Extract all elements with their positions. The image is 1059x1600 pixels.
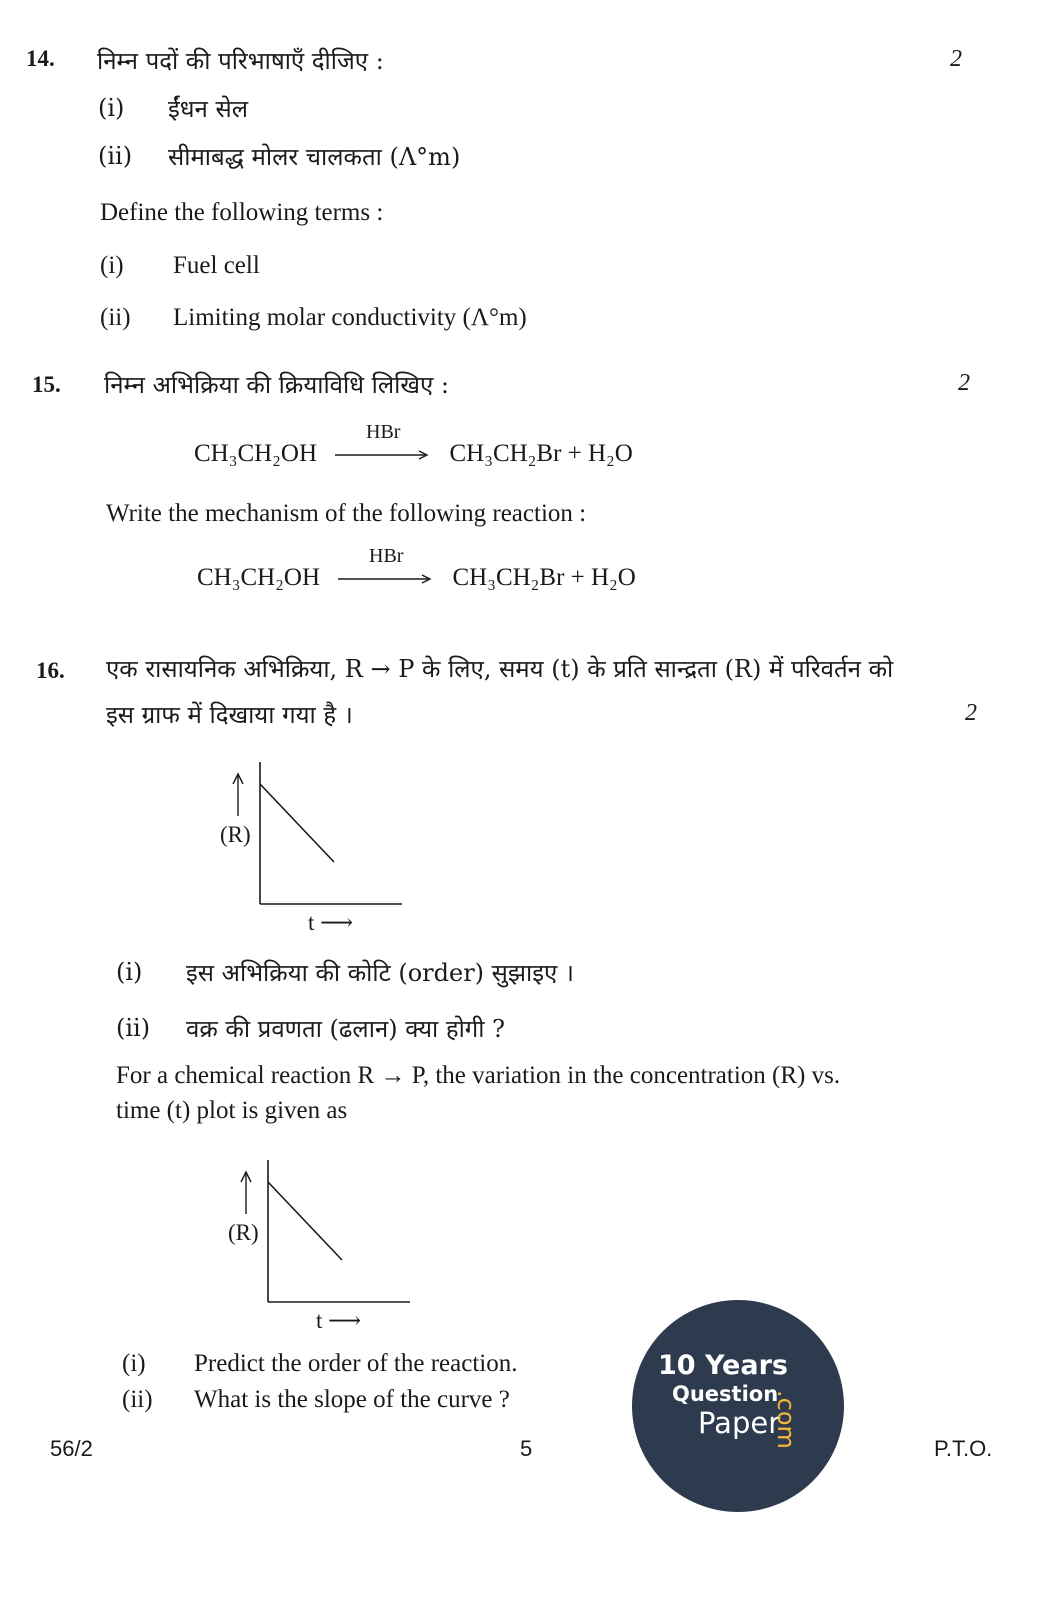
q14-hindi-item-1: ईंधन सेल xyxy=(168,95,248,123)
logo-line-4: .com xyxy=(772,1390,800,1449)
q14-hindi-item-1-label: (i) xyxy=(98,94,125,122)
concentration-time-graph-english xyxy=(220,1158,420,1348)
q16-hindi-item-2: वक्र की प्रवणता (ढलान) क्या होगी ? xyxy=(186,1015,506,1043)
q15-reactant: CH₃CH₂OH xyxy=(197,564,320,591)
q16-number: 16. xyxy=(36,658,65,683)
q14-marks: 2 xyxy=(950,46,962,72)
q16-english-line-1: For a chemical reaction R → P, the variation in the concentration (R) vs. xyxy=(116,1062,841,1089)
q14-hindi-prompt: निम्न पदों की परिभाषाएँ दीजिए : xyxy=(97,47,384,75)
q16-english-item-2: What is the slope of the curve ? xyxy=(194,1386,510,1413)
logo-line-3: Paper xyxy=(698,1406,781,1440)
reaction-arrow xyxy=(338,545,434,585)
q16-english-item-2-label: (ii) xyxy=(122,1386,153,1413)
concentration-time-graph xyxy=(212,760,412,950)
logo-line-2: Question xyxy=(672,1382,779,1406)
q15-number: 15. xyxy=(32,372,61,397)
q14-english-item-2-label: (ii) xyxy=(100,304,131,331)
q16-hindi-line-1: एक रासायनिक अभिक्रिया, R → P के लिए, समय (t) के प्रति सान्द्रता (R) में परिवर्तन को xyxy=(106,655,894,683)
q14-english-item-2: Limiting molar conductivity (Λ°m) xyxy=(173,304,527,331)
q14-english-item-1-label: (i) xyxy=(100,252,124,279)
logo-line-1: 10 Years xyxy=(658,1350,788,1381)
page-number: 5 xyxy=(520,1436,533,1461)
q14-english-item-1: Fuel cell xyxy=(173,252,260,279)
q15-products: CH₃CH₂Br + H₂O xyxy=(452,564,636,591)
q16-english-item-1-label: (i) xyxy=(122,1350,146,1377)
q14-hindi-item-2: सीमाबद्ध मोलर चालकता (Λ°m) xyxy=(168,143,461,171)
q14-number: 14. xyxy=(26,46,55,71)
q16-english-line-2: time (t) plot is given as xyxy=(116,1097,348,1124)
q16-hindi-item-1: इस अभिक्रिया की कोटि (order) सुझाइए । xyxy=(186,959,575,987)
reagent-label: HBr xyxy=(366,421,401,444)
graph-x-label: t ⟶ xyxy=(308,910,354,935)
q15-hindi-equation xyxy=(194,421,633,468)
q14-english-prompt: Define the following terms : xyxy=(100,199,384,226)
graph-y-label: (R) xyxy=(228,1220,259,1245)
paper-code: 56/2 xyxy=(50,1436,93,1461)
q15-reactant: CH₃CH₂OH xyxy=(194,440,317,467)
q16-marks: 2 xyxy=(965,700,977,726)
q15-hindi-prompt: निम्न अभिक्रिया की क्रियाविधि लिखिए : xyxy=(104,371,449,399)
graph-x-label: t ⟶ xyxy=(316,1308,362,1333)
q15-english-prompt: Write the mechanism of the following reaction : xyxy=(106,500,587,527)
site-logo xyxy=(632,1300,844,1512)
q16-english-item-1: Predict the order of the reaction. xyxy=(194,1350,518,1377)
q16-hindi-line-2: इस ग्राफ में दिखाया गया है । xyxy=(106,701,353,729)
q15-marks: 2 xyxy=(958,370,970,396)
pto-label: P.T.O. xyxy=(934,1436,993,1461)
q15-products: CH₃CH₂Br + H₂O xyxy=(449,440,633,467)
reaction-arrow xyxy=(335,421,431,461)
q16-hindi-item-1-label: (i) xyxy=(116,958,143,986)
q14-hindi-item-2-label: (ii) xyxy=(98,142,133,170)
q15-english-equation xyxy=(197,545,636,592)
q16-hindi-item-2-label: (ii) xyxy=(116,1014,151,1042)
graph-y-label: (R) xyxy=(220,822,251,847)
reagent-label: HBr xyxy=(369,545,404,568)
